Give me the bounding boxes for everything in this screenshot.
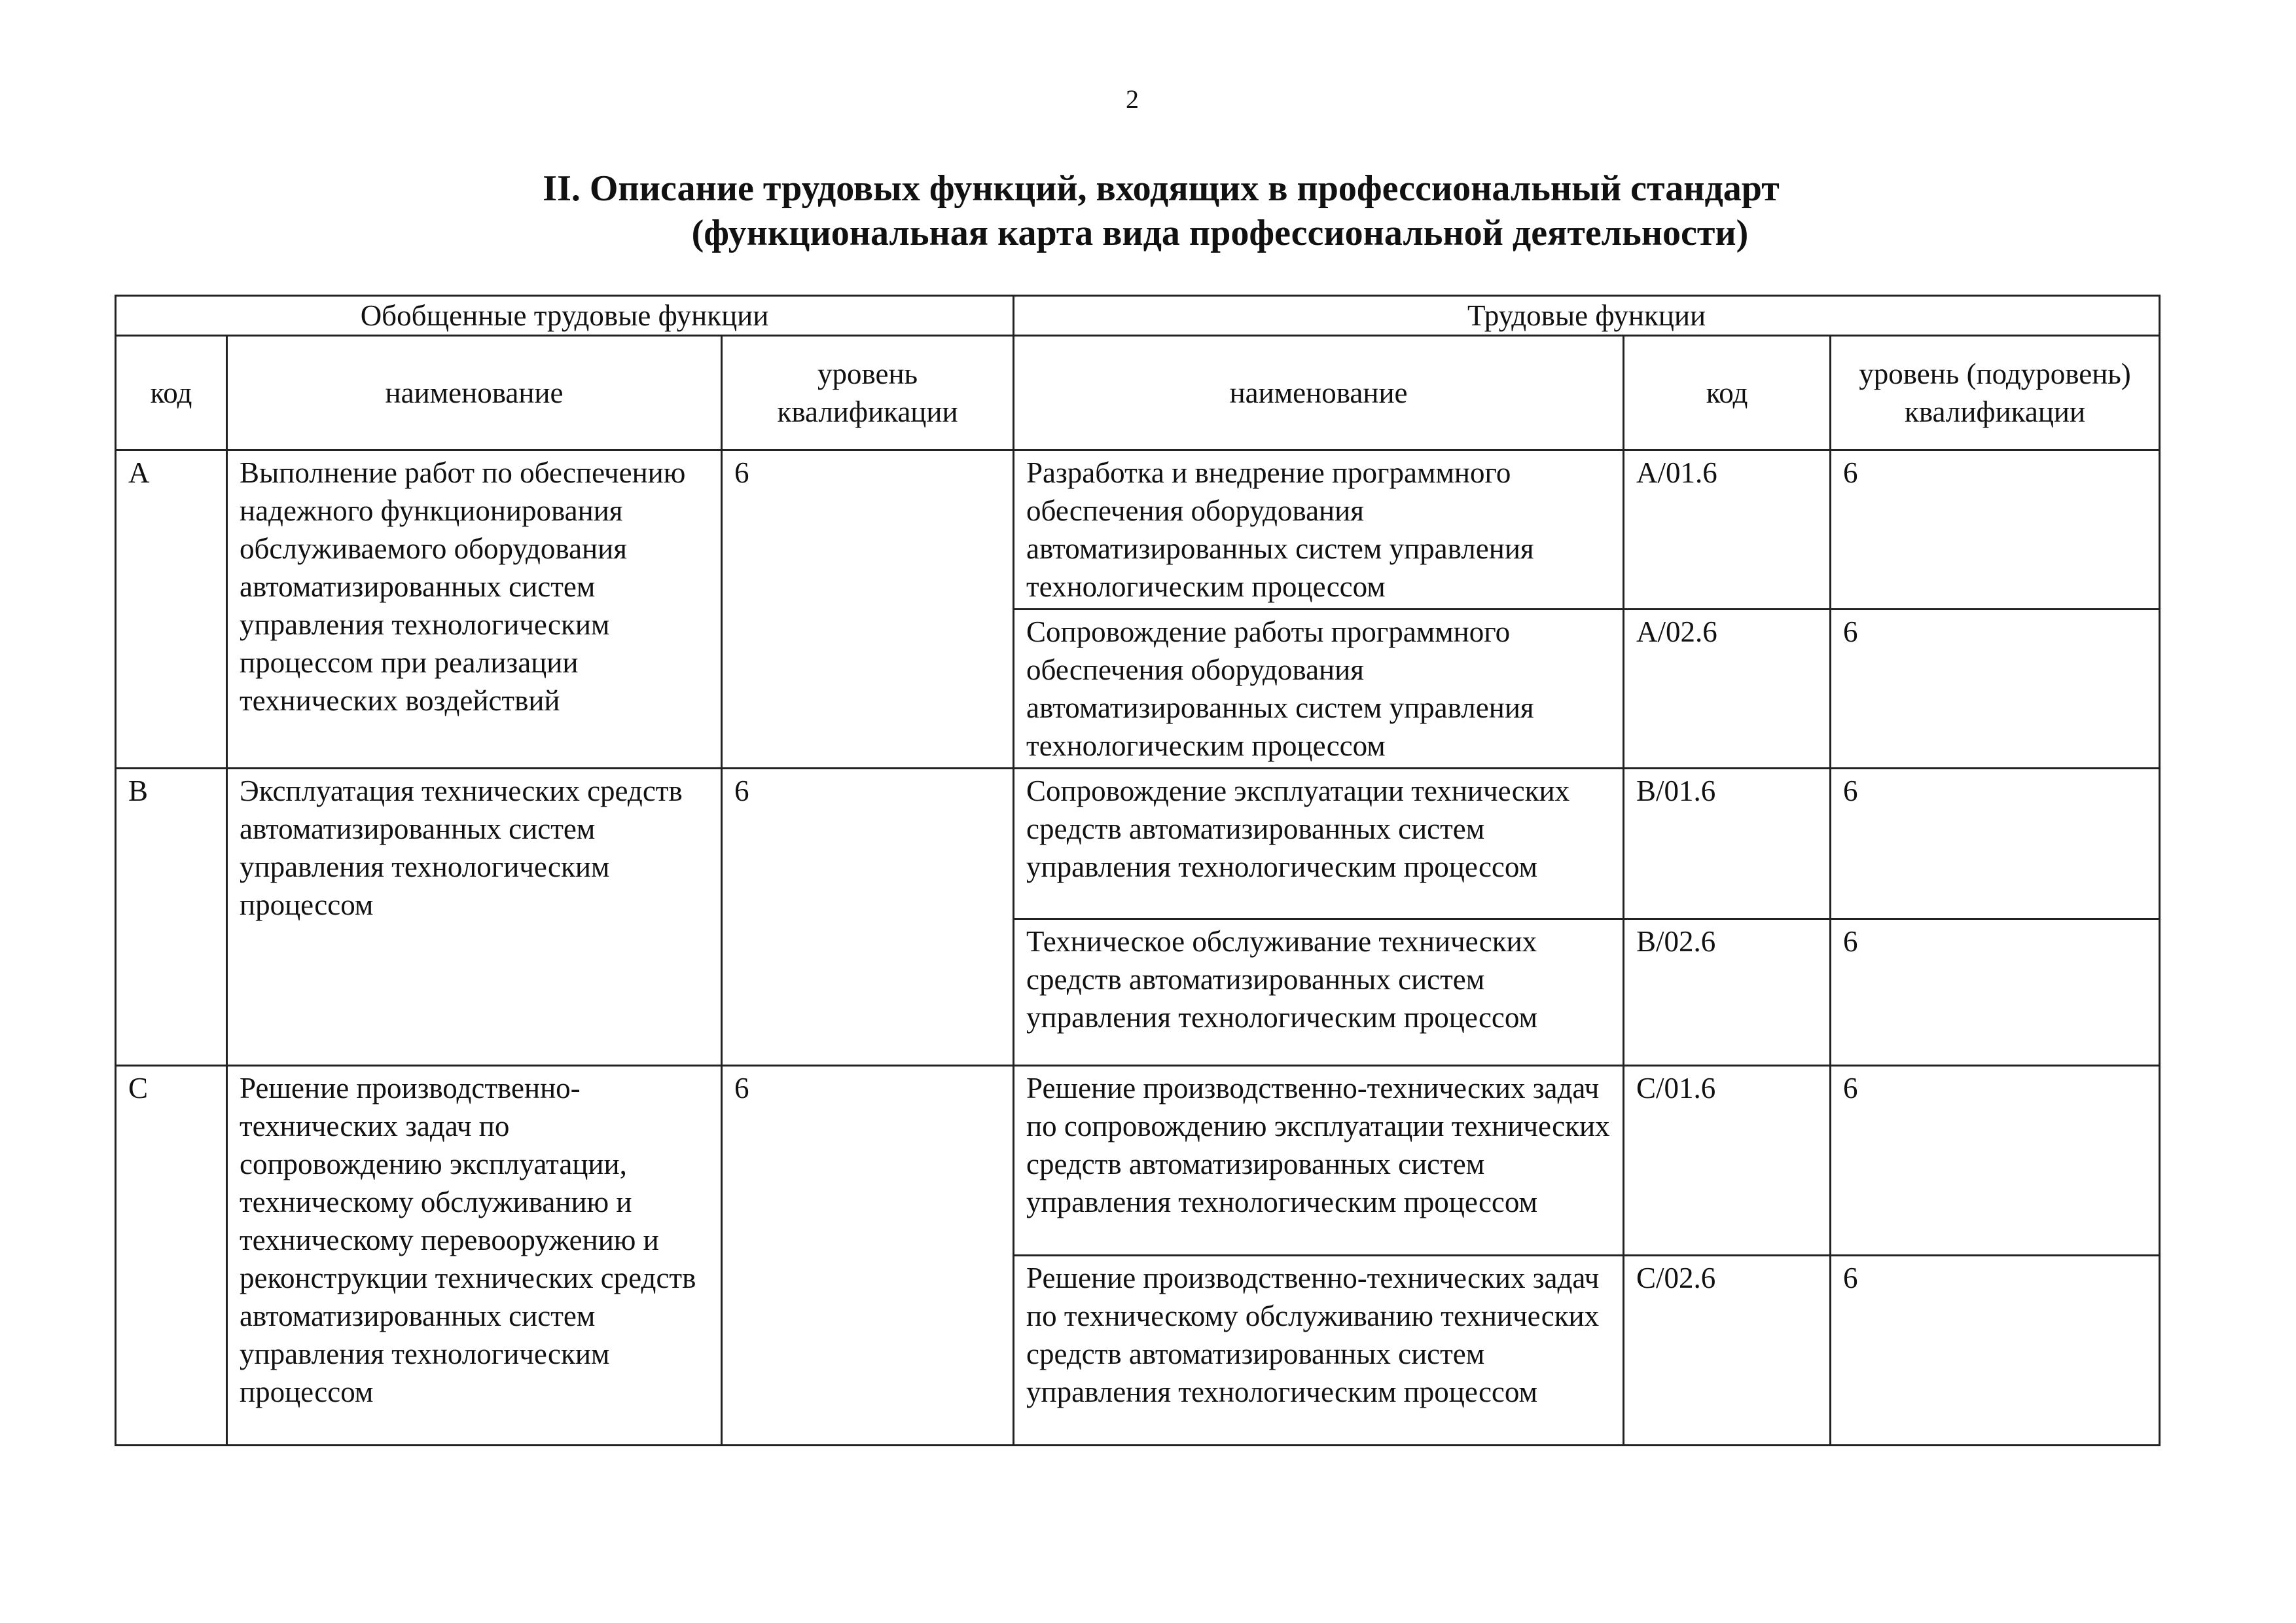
gen-function-name: Решение производственно-технических задач по сопровождению эксплуатации, техническому обслуживанию и техническому перевооружению и реконструкции технических средств автоматизированных систем управления технологическим процессом [227, 1066, 722, 1446]
gen-function-level: 6 [722, 769, 1014, 1066]
labor-function-code: C/02.6 [1624, 1256, 1831, 1446]
gen-function-level: 6 [722, 1066, 1014, 1446]
column-header-tf-level: уровень (подуровень) квалификации [1831, 336, 2160, 450]
section-subtitle: (функциональная карта вида профессиональной деятельности) [691, 213, 1749, 253]
labor-function-name: Сопровождение эксплуатации технических средств автоматизированных систем управления технологическим процессом [1014, 769, 1624, 919]
table-row [116, 450, 2160, 610]
gen-function-code: B [116, 769, 227, 1066]
table-row [116, 769, 2160, 919]
gen-function-code: A [116, 450, 227, 769]
column-header-row [116, 336, 2160, 450]
labor-function-code: B/01.6 [1624, 769, 1831, 919]
labor-function-name: Разработка и внедрение программного обеспечения оборудования автоматизированных систем управления технологическим процессом [1014, 450, 1624, 610]
column-header-gen-code: код [116, 336, 227, 450]
labor-function-level: 6 [1831, 450, 2160, 610]
labor-function-name: Техническое обслуживание технических средств автоматизированных систем управления технологическим процессом [1014, 919, 1624, 1066]
labor-function-level: 6 [1831, 610, 2160, 769]
labor-function-name: Решение производственно-технических задач по сопровождению эксплуатации технических средств автоматизированных систем управления технологическим процессом [1014, 1066, 1624, 1256]
labor-function-level: 6 [1831, 1256, 2160, 1446]
column-header-tf-name: наименование [1014, 336, 1624, 450]
labor-function-code: A/01.6 [1624, 450, 1831, 610]
column-header-tf-code: код [1624, 336, 1831, 450]
labor-function-name: Решение производственно-технических задач по техническому обслуживанию технических средств автоматизированных систем управления технологическим процессом [1014, 1256, 1624, 1446]
page-number: 2 [1126, 84, 1139, 114]
labor-function-name: Сопровождение работы программного обеспечения оборудования автоматизированных систем управления технологическим процессом [1014, 610, 1624, 769]
gen-function-name: Эксплуатация технических средств автоматизированных систем управления технологическим процессом [227, 769, 722, 1066]
labor-function-level: 6 [1831, 1066, 2160, 1256]
column-header-gen-level: уровень квалификации [722, 336, 1014, 450]
generalized-functions-header: Обобщенные трудовые функции [116, 296, 1014, 336]
labor-function-code: B/02.6 [1624, 919, 1831, 1066]
gen-function-level: 6 [722, 450, 1014, 769]
column-header-gen-name: наименование [227, 336, 722, 450]
labor-function-level: 6 [1831, 919, 2160, 1066]
labor-function-code: A/02.6 [1624, 610, 1831, 769]
labor-functions-header: Трудовые функции [1014, 296, 2160, 336]
group-header-row [116, 296, 2160, 336]
labor-function-code: C/01.6 [1624, 1066, 1831, 1256]
labor-function-level: 6 [1831, 769, 2160, 919]
functional-map-table [115, 295, 2161, 1446]
gen-function-code: C [116, 1066, 227, 1446]
table-row [116, 1066, 2160, 1256]
section-title: II. Описание трудовых функций, входящих в профессиональный стандарт [543, 168, 1780, 209]
gen-function-name: Выполнение работ по обеспечению надежного функционирования обслуживаемого оборудования автоматизированных систем управления технологическим процессом при реализации технических воздействий [227, 450, 722, 769]
